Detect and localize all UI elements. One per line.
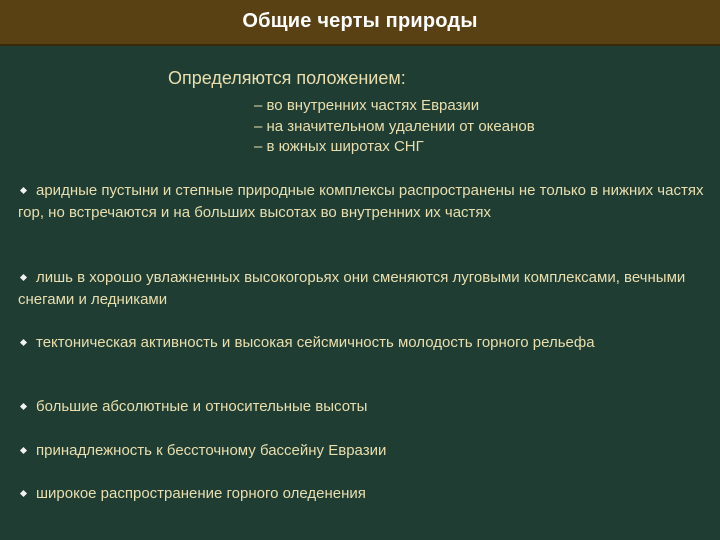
diamond-bullet-icon bbox=[20, 446, 27, 453]
feature-text: тектоническая активность и высокая сейсмичность молодость горного рельефа bbox=[36, 334, 595, 351]
position-factor-item: – во внутренних частях Евразии bbox=[254, 97, 480, 114]
position-factor-item: – на значительном удалении от океанов bbox=[254, 117, 535, 135]
diamond-bullet-icon bbox=[20, 489, 27, 496]
feature-item bbox=[18, 332, 708, 354]
slide-title: Общие черты природы bbox=[242, 10, 478, 32]
diamond-bullet-icon bbox=[20, 402, 27, 409]
feature-item bbox=[18, 440, 708, 462]
title-bar bbox=[0, 0, 720, 46]
feature-item bbox=[18, 267, 708, 310]
feature-text: аридные пустыни и степные природные комплексы распространены не только в нижних частях гор, но встречаются и на больших высотах во внутренних их частях bbox=[18, 182, 704, 221]
diamond-bullet-icon bbox=[20, 338, 27, 345]
feature-item bbox=[18, 396, 708, 418]
feature-item bbox=[18, 180, 708, 223]
feature-text: лишь в хорошо увлажненных высокогорьях они сменяются луговыми комплексами, вечными снегами и ледниками bbox=[18, 269, 686, 308]
feature-text: принадлежность к бессточному бассейну Евразии bbox=[36, 442, 387, 459]
feature-text: широкое распространение горного оледенения bbox=[36, 485, 366, 502]
diamond-bullet-icon bbox=[20, 186, 27, 193]
feature-text: большие абсолютные и относительные высоты bbox=[36, 398, 368, 415]
diamond-bullet-icon bbox=[20, 273, 27, 280]
position-factor-item: – в южных широтах СНГ bbox=[254, 138, 424, 155]
subheading: Определяются положением: bbox=[168, 68, 406, 88]
feature-item bbox=[18, 483, 708, 505]
position-factors-list bbox=[254, 96, 535, 158]
